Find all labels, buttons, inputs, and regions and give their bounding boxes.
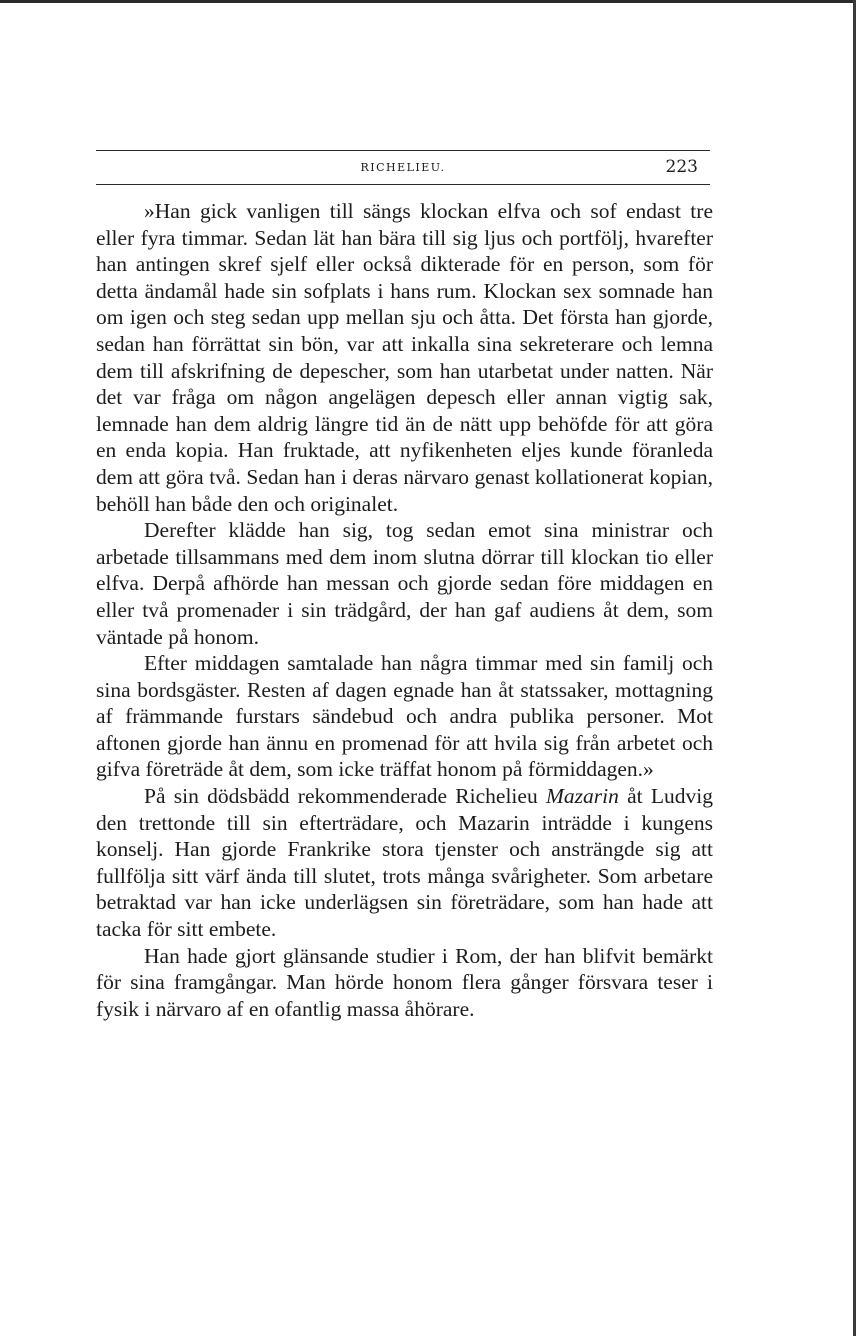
header-rule-top xyxy=(96,150,710,151)
italic-name-mazarin: Mazarin xyxy=(545,784,619,809)
paragraph-4 xyxy=(96,783,713,943)
paragraph-3: Efter middagen samtalade han några timmar med sin familj och sina bordsgäster. Resten af dagen egnade han åt statssaker, mottagning af främmande furstars sändebud och andra publika personer. Mot aftonen gjorde han ännu en promenad för att hvila sig från arbetet och gifva företräde åt dem, som icke träffat honom på förmiddagen.» xyxy=(96,651,713,782)
paragraph-2: Derefter klädde han sig, tog sedan emot sina ministrar och arbetade tillsammans med dem inom slutna dörrar till klockan tio eller elfva. Derpå afhörde han messan och gjorde sedan före middagen en eller två promenader i sin trädgård, der han gaf audiens åt dem, som väntade på honom. xyxy=(96,518,713,649)
paragraph-4-start: På sin dödsbädd rekommenderade Richelieu xyxy=(144,784,546,809)
header-rule-bottom xyxy=(96,184,710,185)
paragraph-1: »Han gick vanligen till sängs klockan elfva och sof endast tre eller fyra timmar. Sedan lät han bära till sig ljus och portfölj, hvarefter han antingen skref sjelf eller också dikterade för en person, som för detta ändamål hade sin sofplats i hans rum. Klockan sex somnade han om igen och steg sedan upp mellan sju och åtta. Det första han gjorde, sedan han förrättat sin bön, var att inkalla sina sekreterare och lemna dem till afskrifning de depescher, som han utarbetat under natten. När det var fråga om någon angelägen depesch eller annan vigtig sak, lemnade han dem aldrig längre tid än de nätt upp behöfde för att göra en enda kopia. Han fruktade, att nyfikenheten eljes kunde föranleda dem att göra två. Sedan han i deras närvaro genast kollationerat kopian, behöll han både den och originalet. xyxy=(96,199,713,516)
scan-edge-top xyxy=(0,0,856,3)
running-title: RICHELIEU. xyxy=(360,161,446,174)
paragraph-4-end: åt Ludvig den trettonde till sin efterträdare, och Mazarin inträdde i kungens konselj. Han gjorde Frankrike stora tjenster och ansträngde sig att fullfölja sitt värf ända till slutet, trots många svårigheter. Som arbetare betraktad var han icke underlägsen sin företrädare, som han hade att tacka för sitt embete. xyxy=(96,784,714,942)
running-head xyxy=(96,157,710,181)
paragraph-5: Han hade gjort glänsande studier i Rom, der han blifvit bemärkt för sina framgångar. Man hörde honom flera gånger försvara teser i fysik i närvaro af en ofantlig massa åhörare. xyxy=(96,943,713,1021)
body-text xyxy=(96,198,713,1022)
page-number: 223 xyxy=(665,157,698,177)
